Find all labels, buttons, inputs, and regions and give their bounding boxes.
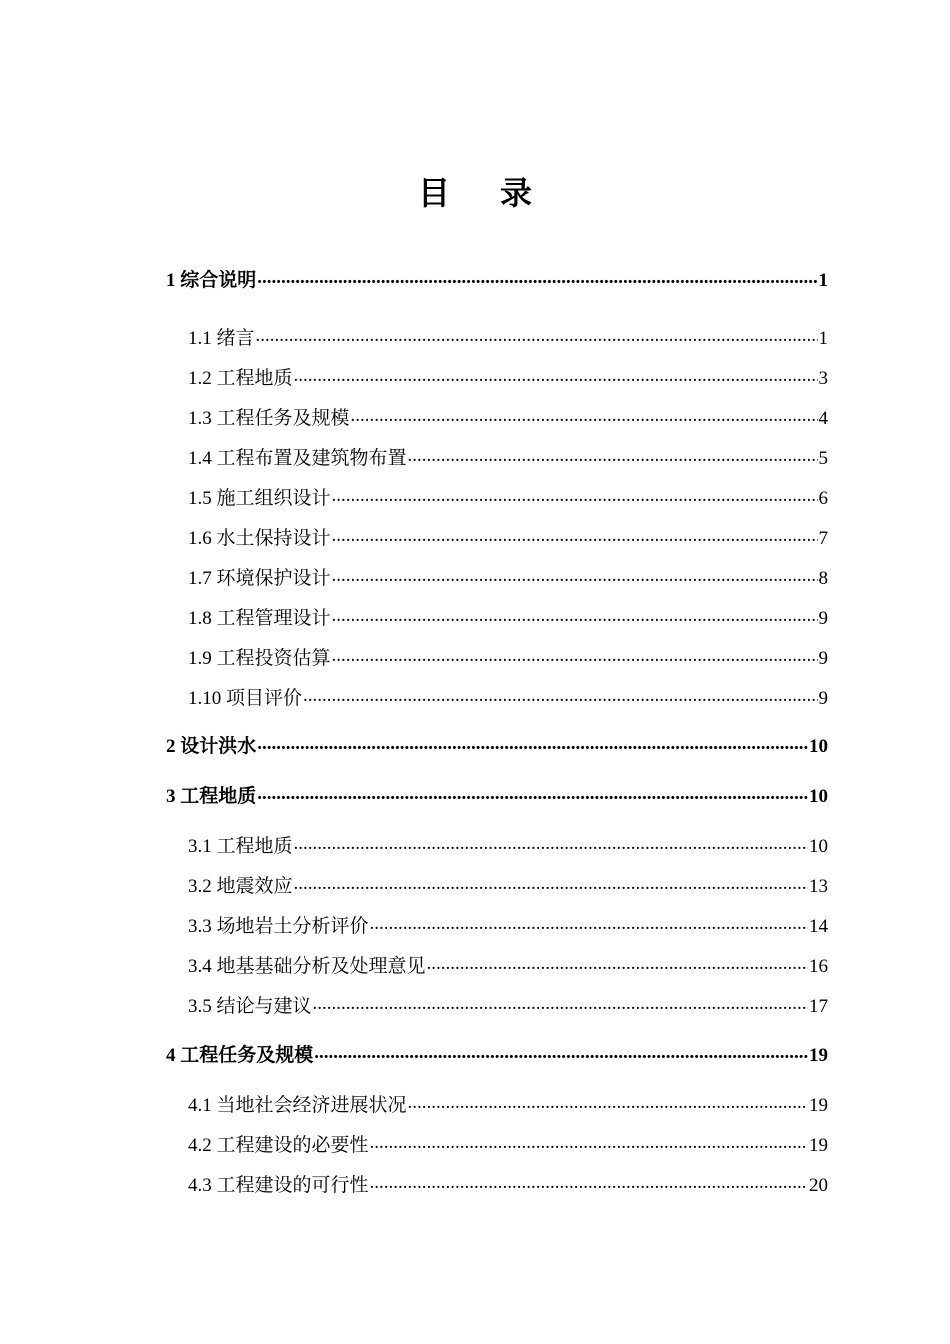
toc-entry-page-number: 14: [809, 916, 828, 937]
toc-entry-page-number: 16: [809, 956, 828, 977]
toc-section-entry[interactable]: [188, 911, 828, 941]
toc-section-entry[interactable]: [188, 831, 828, 861]
toc-entry-page-number: 9: [818, 608, 828, 629]
toc-entry-page-number: 7: [818, 528, 828, 549]
toc-dot-leader: [351, 405, 818, 424]
toc-entry-page-number: 19: [809, 1095, 828, 1116]
toc-dot-leader: [313, 993, 808, 1012]
toc-entry-label: 3.5 结论与建议: [188, 996, 312, 1017]
toc-entry-page-number: 3: [818, 368, 828, 389]
toc-entry-page-number: 20: [809, 1175, 828, 1196]
toc-chapter-entry[interactable]: [166, 265, 828, 295]
toc-section-entry[interactable]: [188, 403, 828, 433]
toc-section-entry[interactable]: [188, 523, 828, 553]
toc-entry-label: 1.6 水土保持设计: [188, 528, 331, 549]
toc-dot-leader: [332, 485, 818, 504]
toc-dot-leader: [257, 733, 808, 752]
toc-entry-page-number: 8: [818, 568, 828, 589]
toc-title-part-1: 目: [417, 174, 450, 212]
toc-dot-leader: [332, 605, 818, 624]
toc-section-entry[interactable]: [188, 683, 828, 713]
toc-entry-label: 3.4 地基基础分析及处理意见: [188, 956, 426, 977]
toc-dot-leader: [257, 267, 817, 286]
toc-title-part-2: 录: [500, 174, 533, 212]
toc-entry-label: 1.7 环境保护设计: [188, 568, 331, 589]
toc-entry-label: 4.3 工程建设的可行性: [188, 1175, 369, 1196]
toc-entry-page-number: 10: [809, 786, 828, 807]
toc-entry-page-number: 1: [818, 328, 828, 349]
toc-section-entry[interactable]: [188, 643, 828, 673]
toc-dot-leader: [408, 445, 818, 464]
toc-entry-label: 1.1 绪言: [188, 328, 255, 349]
toc-entry-page-number: 10: [809, 736, 828, 757]
toc-entry-label: 3.1 工程地质: [188, 836, 293, 857]
toc-chapter-entry[interactable]: [166, 781, 828, 811]
toc-entry-label: 1.3 工程任务及规模: [188, 408, 350, 429]
toc-section-entry[interactable]: [188, 443, 828, 473]
toc-section-entry[interactable]: [188, 1130, 828, 1160]
toc-dot-leader: [294, 365, 818, 384]
toc-entry-page-number: 19: [809, 1045, 828, 1066]
toc-entry-label: 4.2 工程建设的必要性: [188, 1135, 369, 1156]
toc-dot-leader: [408, 1092, 808, 1111]
toc-entry-label: 3 工程地质: [166, 786, 257, 807]
toc-entry-label: 3.3 场地岩土分析评价: [188, 916, 369, 937]
toc-entry-label: 1.4 工程布置及建筑物布置: [188, 448, 407, 469]
toc-dot-leader: [294, 833, 808, 852]
toc-section-entry[interactable]: [188, 363, 828, 393]
toc-section-entry[interactable]: [188, 483, 828, 513]
toc-dot-leader: [257, 783, 808, 802]
toc-section-entry[interactable]: [188, 991, 828, 1021]
toc-entry-label: 1.10 项目评价: [188, 688, 303, 709]
toc-dot-leader: [427, 953, 808, 972]
toc-dot-leader: [370, 1132, 808, 1151]
toc-dot-leader: [314, 1042, 808, 1061]
toc-entry-page-number: 19: [809, 1135, 828, 1156]
toc-section-entry[interactable]: [188, 871, 828, 901]
toc-entry-page-number: 4: [818, 408, 828, 429]
toc-dot-leader: [294, 873, 808, 892]
toc-dot-leader: [370, 913, 808, 932]
toc-section-entry[interactable]: [188, 563, 828, 593]
toc-entry-label: 1.8 工程管理设计: [188, 608, 331, 629]
toc-section-entry[interactable]: [188, 1170, 828, 1200]
toc-dot-leader: [332, 525, 818, 544]
toc-dot-leader: [370, 1172, 808, 1191]
toc-entry-label: 3.2 地震效应: [188, 876, 293, 897]
toc-entry-label: 1.9 工程投资估算: [188, 648, 331, 669]
toc-section-entry[interactable]: [188, 603, 828, 633]
toc-section-entry[interactable]: [188, 323, 828, 353]
toc-entry-page-number: 13: [809, 876, 828, 897]
toc-entry-page-number: 6: [818, 488, 828, 509]
toc-entry-page-number: 5: [818, 448, 828, 469]
toc-entry-label: 2 设计洪水: [166, 736, 257, 757]
toc-entry-page-number: 17: [809, 996, 828, 1017]
toc-section-entry[interactable]: [188, 1090, 828, 1120]
toc-entry-label: 4 工程任务及规模: [166, 1045, 314, 1066]
toc-entry-label: 1.2 工程地质: [188, 368, 293, 389]
toc-dot-leader: [332, 645, 818, 664]
toc-entry-page-number: 9: [818, 648, 828, 669]
toc-entry-label: 1 综合说明: [166, 270, 257, 291]
toc-dot-leader: [256, 325, 818, 344]
toc-entry-page-number: 9: [818, 688, 828, 709]
toc-dot-leader: [332, 565, 818, 584]
toc-entry-label: 1.5 施工组织设计: [188, 488, 331, 509]
toc-entry-label: 4.1 当地社会经济进展状况: [188, 1095, 407, 1116]
toc-entry-page-number: 10: [809, 836, 828, 857]
toc-section-entry[interactable]: [188, 951, 828, 981]
toc-entry-page-number: 1: [818, 270, 828, 291]
toc-dot-leader: [303, 685, 817, 704]
toc-chapter-entry[interactable]: [166, 1040, 828, 1070]
toc-chapter-entry[interactable]: [166, 731, 828, 761]
